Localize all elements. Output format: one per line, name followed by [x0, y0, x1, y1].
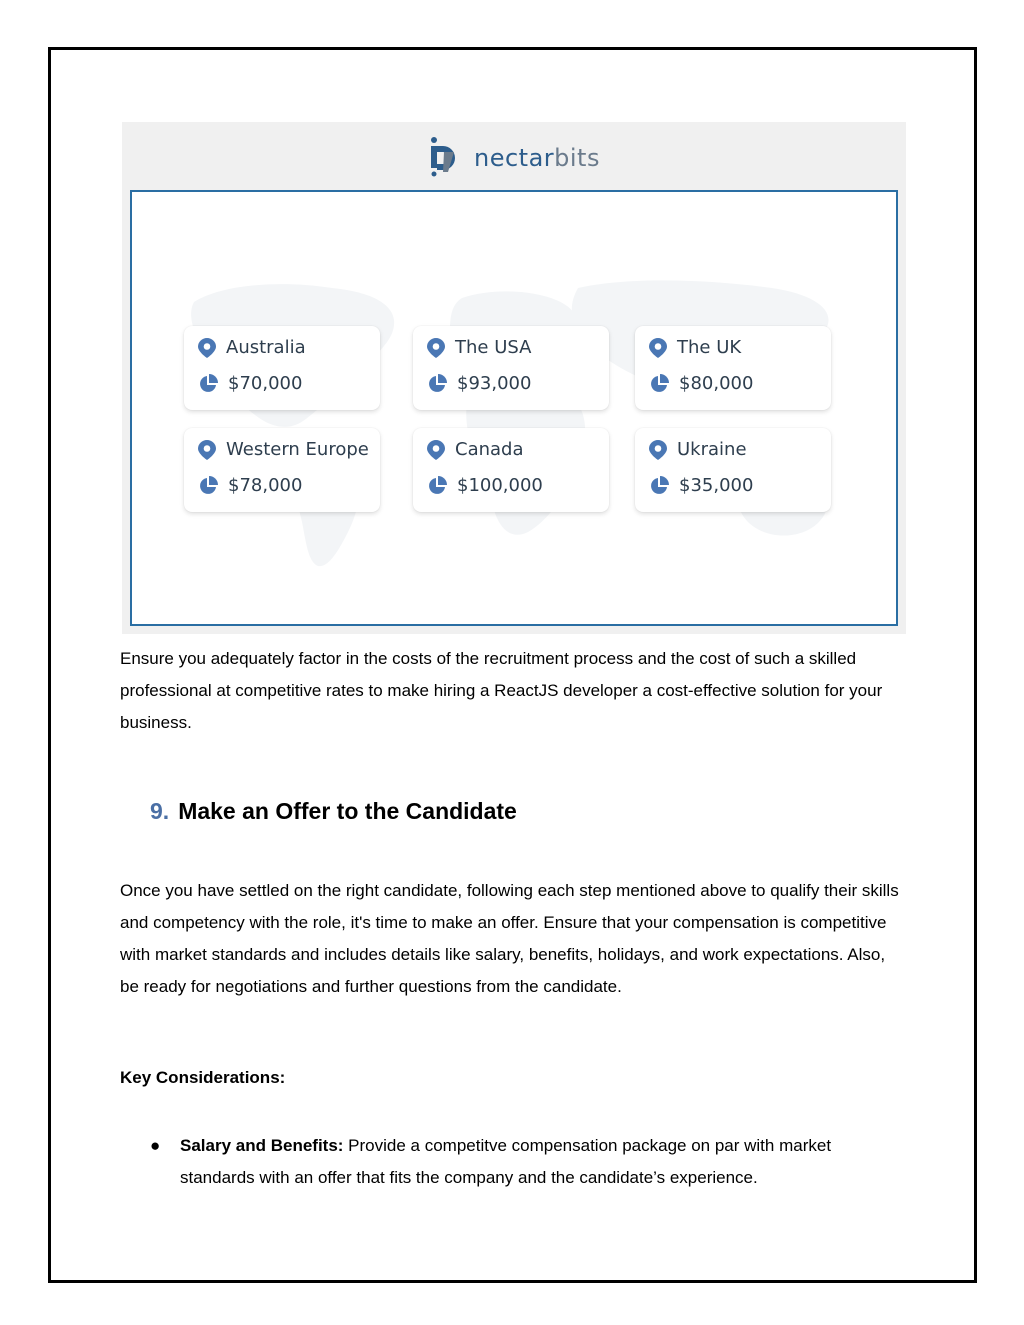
section-title: Make an Offer to the Candidate: [178, 798, 517, 824]
key-considerations-title: Key Considerations:: [120, 1068, 286, 1087]
section-heading: [150, 798, 517, 825]
salary-panel: [130, 190, 898, 626]
salary-card-ukraine: [635, 428, 831, 512]
bullet-label: Salary and Benefits:: [180, 1136, 344, 1155]
bullet-marker: ●: [150, 1136, 161, 1155]
card-location: Western Europe: [226, 439, 369, 460]
map-pin-icon: [427, 440, 445, 460]
nectarbits-logo-icon: [422, 136, 466, 180]
card-location: Ukraine: [677, 439, 747, 460]
card-salary: $78,000: [228, 475, 303, 496]
card-salary: $80,000: [679, 373, 754, 394]
offer-paragraph: Once you have settled on the right candidate, following each step mentioned above to qualify their skills and competency with the role, it's time to make an offer. Ensure that your compensation is competitive with market standards and includes details like salary, benefits, holidays, and work expectations. Also, be ready for negotiations and further questions from the candidate.: [120, 881, 899, 996]
pie-chart-icon: [198, 374, 218, 394]
card-salary: $35,000: [679, 475, 754, 496]
pie-chart-icon: [198, 476, 218, 496]
pie-chart-icon: [649, 476, 669, 496]
card-location: Australia: [226, 337, 306, 358]
nectarbits-logo: [422, 136, 600, 180]
map-pin-icon: [427, 338, 445, 358]
salary-card-usa: [413, 326, 609, 410]
map-pin-icon: [649, 338, 667, 358]
card-location: Canada: [455, 439, 524, 460]
salary-card-uk: [635, 326, 831, 410]
map-pin-icon: [198, 440, 216, 460]
salary-card-western-europe: [184, 428, 380, 512]
pie-chart-icon: [649, 374, 669, 394]
pie-chart-icon: [427, 476, 447, 496]
card-salary: $100,000: [457, 475, 543, 496]
logo-text-nectar: nectar: [474, 144, 555, 172]
logo-text-bits: bits: [554, 144, 600, 172]
card-salary: $70,000: [228, 373, 303, 394]
card-location: The UK: [677, 337, 742, 358]
section-number: 9.: [150, 798, 170, 824]
salary-banner: [122, 122, 906, 634]
map-pin-icon: [649, 440, 667, 460]
card-location: The USA: [455, 337, 532, 358]
map-pin-icon: [198, 338, 216, 358]
pie-chart-icon: [427, 374, 447, 394]
card-salary: $93,000: [457, 373, 532, 394]
salary-card-canada: [413, 428, 609, 512]
bullet-text: Provide a competitve compensation package on par with market standards with an offer that fits the company and the candidate’s experience.: [180, 1136, 832, 1187]
salary-card-australia: [184, 326, 380, 410]
cost-paragraph: Ensure you adequately factor in the costs of the recruitment process and the cost of such a skilled professional at competitive rates to make hiring a ReactJS developer a cost-effective solution for your business.: [120, 649, 883, 732]
